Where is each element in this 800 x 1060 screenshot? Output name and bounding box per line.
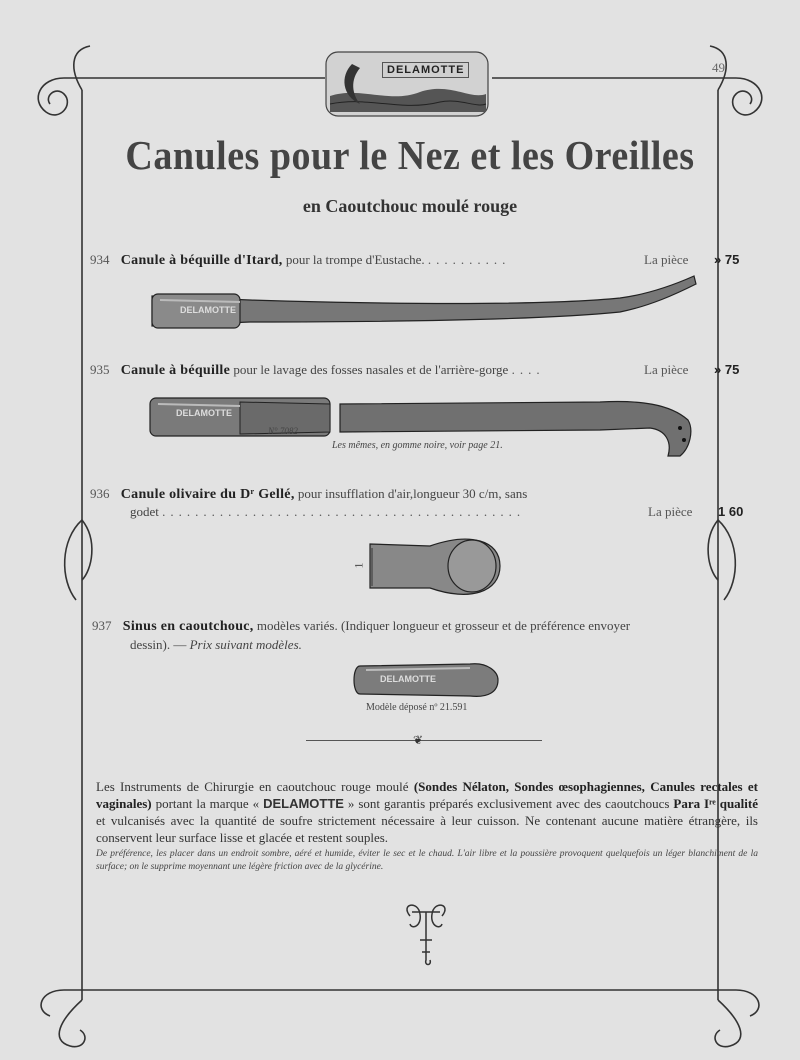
para-text-3: » sont garantis préparés exclusivement avec des caoutchoucs [347, 796, 670, 811]
item-936-cont [130, 504, 525, 520]
item-number: 936 [90, 486, 110, 501]
item-936 [90, 486, 527, 503]
item-name: Canule olivaire du Dʳ Gellé, [120, 487, 295, 502]
tube-934 [152, 276, 696, 328]
item-price-note: Prix suivant modèles. [189, 637, 302, 652]
para-brand: DELAMOTTE [263, 796, 344, 811]
item-caption: Modèle déposé nº 21.591 [366, 702, 468, 713]
item-description-cont: godet [130, 504, 159, 519]
separator-rule [306, 740, 542, 741]
item-number: 934 [90, 252, 110, 267]
tube-serial-mark: N° 7082 [268, 426, 298, 436]
item-description: modèles variés. (Indiquer longueur et grosseur et de préférence envoyer [256, 618, 631, 633]
item-price: » 75 [714, 252, 740, 267]
item-name: Sinus en caoutchouc, [122, 619, 254, 634]
page-number: 49 [712, 60, 725, 75]
item-unit: La pièce [644, 252, 689, 267]
leader-dots: .......... [427, 252, 511, 267]
leader-dots: ............................................ [162, 504, 526, 519]
item-dash: — [173, 637, 187, 652]
item-caption: Les mêmes, en gomme noire, voir page 21. [332, 440, 503, 451]
item-description: pour la trompe d'Eustache. [285, 252, 425, 267]
tube-brand-mark: DELAMOTTE [176, 408, 232, 418]
item-name: Canule à béquille [120, 363, 231, 378]
para-text-4: et vulcanisés avec la quantité de soufre strictement nécessaire à leur cuisson. Ne contenant aucune matière étrangère, ils conservent leur surface lisse et glacée et restent souples. [96, 813, 758, 845]
bottom-ornament [407, 905, 445, 964]
para-bold-quality: Para Iʳᵉ qualité [673, 796, 759, 811]
logo-brand-label: DELAMOTTE [382, 62, 469, 78]
item-937 [92, 618, 630, 635]
page-title: Canules pour le Nez et les Oreilles [125, 133, 695, 179]
item-name: Canule à béquille d'Itard, [120, 253, 283, 268]
para-bold-products: (Sondes Nélaton, Sondes œsophagiennes, Canules rectales et vaginales) [96, 779, 758, 811]
tube-brand-mark: DELAMOTTE [380, 674, 436, 684]
item-unit: La pièce [644, 362, 689, 377]
item-number: 935 [90, 362, 110, 377]
tube-brand-mark: DELAMOTTE [180, 305, 236, 315]
item-description: pour insufflation d'air,longueur 30 c/m, sans [297, 486, 528, 501]
item-934 [90, 252, 510, 269]
tube-size-mark: 1 [351, 562, 366, 569]
item-price: 1 60 [718, 504, 744, 519]
para-text-1: Les Instruments de Chirurgie en caoutchouc rouge moulé [96, 779, 409, 794]
item-price: » 75 [714, 362, 740, 377]
item-number: 937 [92, 618, 112, 633]
item-937-cont [130, 637, 302, 653]
item-description: pour le lavage des fosses nasales et de l'arrière-gorge [233, 362, 509, 377]
footer-note: De préférence, les placer dans un endroit sombre, aéré et humide, éviter le sec et le chaud. L'air libre et la poussière provoquent quelquefois un léger blanchiment de la surface; on le supprime moyennant une légère friction avec de la glycérine. [96, 849, 758, 872]
footer-paragraph [96, 778, 758, 846]
tube-936 [370, 539, 500, 594]
separator-ornament: ❦ [413, 733, 424, 747]
para-text-2: portant la marque « [155, 796, 260, 811]
page-subtitle: en Caoutchouc moulé rouge [302, 196, 518, 216]
leader-dots: .... [511, 362, 545, 377]
item-unit: La pièce [648, 504, 693, 519]
item-935 [90, 362, 545, 379]
item-description-cont: dessin). [130, 637, 171, 652]
